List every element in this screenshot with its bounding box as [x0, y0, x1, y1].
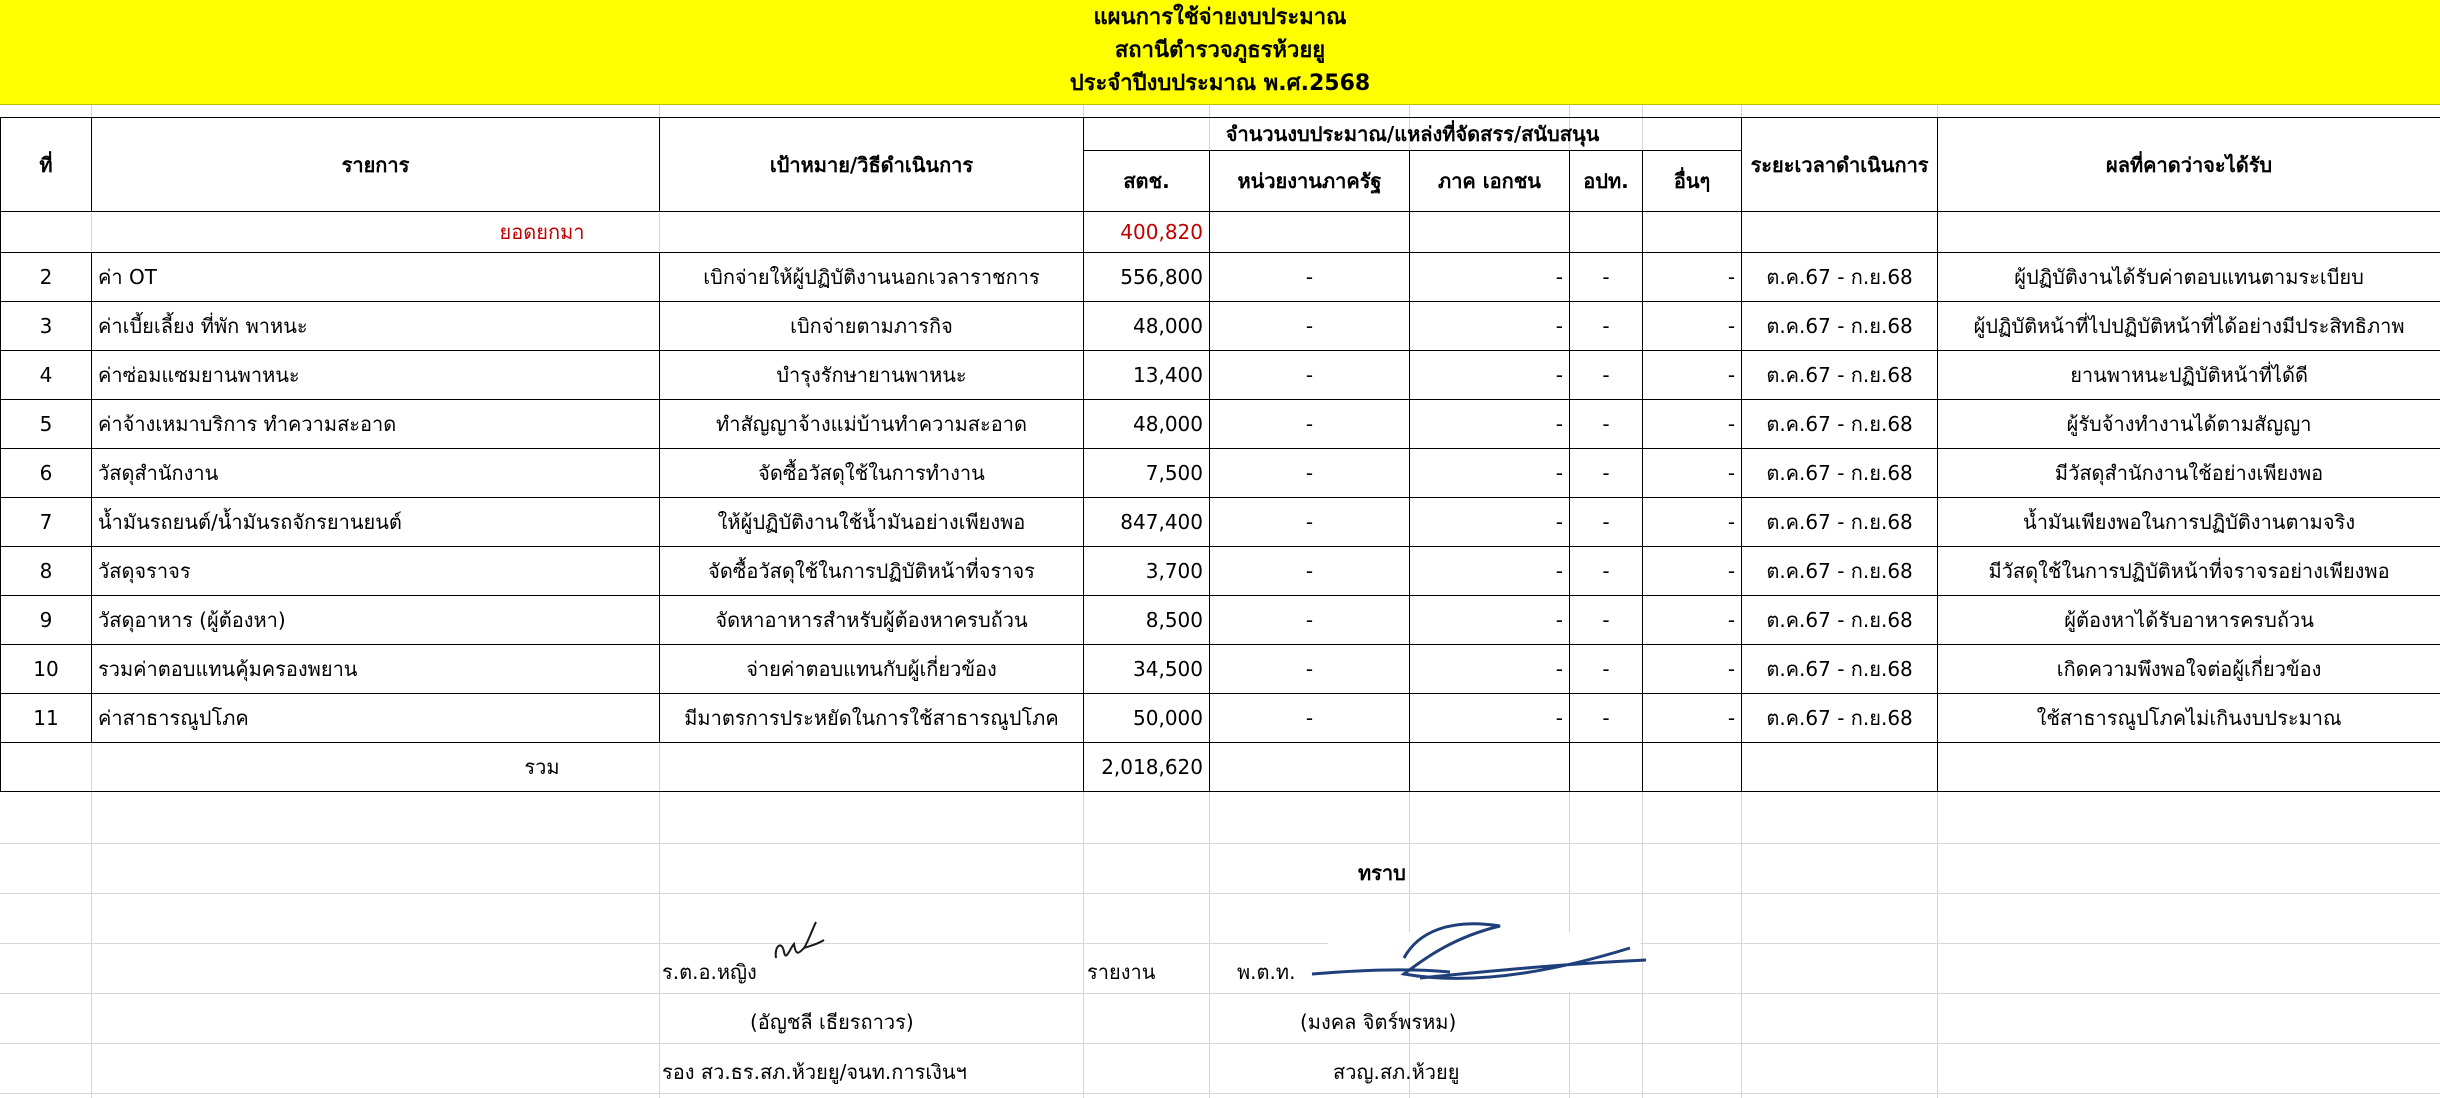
row-item: ค่าสาธารณูปโภค — [92, 694, 660, 743]
table-row — [1, 645, 2440, 694]
left-signer-position: รอง สว.ธร.สภ.ห้วยยู/จนท.การเงินฯ — [662, 1060, 967, 1084]
row-result: ผู้ปฏิบัติหน้าที่ไปปฏิบัติหน้าที่ได้อย่างมีประสิทธิภาพ — [1938, 302, 2440, 351]
row-private: - — [1410, 253, 1570, 302]
row-amount: 3,700 — [1084, 547, 1210, 596]
row-result: ผู้ปฏิบัติงานได้รับค่าตอบแทนตามระเบียบ — [1938, 253, 2440, 302]
left-signer-rank: ร.ต.อ.หญิง — [662, 960, 757, 984]
right-signature-icon — [1300, 912, 1650, 1002]
row-private: - — [1410, 645, 1570, 694]
row-lao: - — [1570, 253, 1643, 302]
row-gov: - — [1210, 547, 1410, 596]
row-gov: - — [1210, 498, 1410, 547]
row-no: 6 — [1, 449, 92, 498]
table-row — [1, 351, 2440, 400]
row-private: - — [1410, 498, 1570, 547]
empty-cell — [1410, 743, 1570, 792]
row-goal: จัดหาอาหารสำหรับผู้ต้องหาครบถ้วน — [660, 596, 1084, 645]
table-row — [1, 694, 2440, 743]
row-goal: ทำสัญญาจ้างแม่บ้านทำความสะอาด — [660, 400, 1084, 449]
row-no: 9 — [1, 596, 92, 645]
row-result: น้ำมันเพียงพอในการปฏิบัติงานตามจริง — [1938, 498, 2440, 547]
header-result: ผลที่คาดว่าจะได้รับ — [1938, 118, 2440, 212]
header-budget-group: จำนวนงบประมาณ/แหล่งที่จัดสรร/สนับสนุน — [1084, 118, 1742, 151]
header-gov: หน่วยงานภาครัฐ — [1210, 151, 1410, 212]
title-line-3: ประจำปีงบประมาณ พ.ศ.2568 — [1069, 71, 1371, 96]
row-goal: เบิกจ่ายให้ผู้ปฏิบัติงานนอกเวลาราชการ — [660, 253, 1084, 302]
acknowledge-label: ทราบ — [1358, 861, 1406, 885]
row-other: - — [1643, 449, 1742, 498]
header-private: ภาค เอกชน — [1410, 151, 1570, 212]
row-private: - — [1410, 449, 1570, 498]
row-private: - — [1410, 302, 1570, 351]
table-row — [1, 400, 2440, 449]
header-item: รายการ — [92, 118, 660, 212]
row-item: วัสดุอาหาร (ผู้ต้องหา) — [92, 596, 660, 645]
grid-line — [0, 993, 2440, 994]
row-period: ต.ค.67 - ก.ย.68 — [1742, 547, 1938, 596]
grid-line — [0, 843, 2440, 844]
row-no: 2 — [1, 253, 92, 302]
row-result: มีวัสดุใช้ในการปฏิบัติหน้าที่จราจรอย่างเพียงพอ — [1938, 547, 2440, 596]
row-no: 10 — [1, 645, 92, 694]
row-result: ผู้รับจ้างทำงานได้ตามสัญญา — [1938, 400, 2440, 449]
row-period: ต.ค.67 - ก.ย.68 — [1742, 449, 1938, 498]
row-no: 4 — [1, 351, 92, 400]
row-no: 8 — [1, 547, 92, 596]
row-gov: - — [1210, 596, 1410, 645]
right-signer-rank: พ.ต.ท. — [1237, 960, 1296, 984]
header-rtp: สตช. — [1084, 151, 1210, 212]
row-private: - — [1410, 547, 1570, 596]
row-no: 11 — [1, 694, 92, 743]
row-item: น้ำมันรถยนต์/น้ำมันรถจักรยานยนต์ — [92, 498, 660, 547]
row-private: - — [1410, 694, 1570, 743]
row-amount: 48,000 — [1084, 302, 1210, 351]
row-gov: - — [1210, 449, 1410, 498]
header-period: ระยะเวลาดำเนินการ — [1742, 118, 1938, 212]
row-lao: - — [1570, 596, 1643, 645]
row-amount: 48,000 — [1084, 400, 1210, 449]
grid-line — [0, 1043, 2440, 1044]
row-gov: - — [1210, 351, 1410, 400]
budget-plan-table — [0, 117, 2440, 792]
grid-line — [0, 893, 2440, 894]
row-no: 7 — [1, 498, 92, 547]
left-signature-icon — [770, 918, 830, 974]
grid-line — [0, 1093, 2440, 1094]
row-other: - — [1643, 645, 1742, 694]
empty-cell — [1643, 212, 1742, 253]
right-signer-name: (มงคล จิตร์พรหม) — [1300, 1010, 1457, 1034]
row-period: ต.ค.67 - ก.ย.68 — [1742, 400, 1938, 449]
row-period: ต.ค.67 - ก.ย.68 — [1742, 351, 1938, 400]
title-line-1: แผนการใช้จ่ายงบประมาณ — [1093, 5, 1347, 30]
row-goal: ให้ผู้ปฏิบัติงานใช้น้ำมันอย่างเพียงพอ — [660, 498, 1084, 547]
row-other: - — [1643, 302, 1742, 351]
empty-cell — [1643, 743, 1742, 792]
row-period: ต.ค.67 - ก.ย.68 — [1742, 596, 1938, 645]
row-private: - — [1410, 596, 1570, 645]
row-other: - — [1643, 547, 1742, 596]
row-gov: - — [1210, 253, 1410, 302]
row-lao: - — [1570, 302, 1643, 351]
empty-cell — [1938, 212, 2440, 253]
row-goal: บำรุงรักษายานพาหนะ — [660, 351, 1084, 400]
row-period: ต.ค.67 - ก.ย.68 — [1742, 253, 1938, 302]
row-private: - — [1410, 351, 1570, 400]
table-row — [1, 547, 2440, 596]
empty-cell — [1938, 743, 2440, 792]
row-other: - — [1643, 596, 1742, 645]
row-period: ต.ค.67 - ก.ย.68 — [1742, 302, 1938, 351]
row-gov: - — [1210, 645, 1410, 694]
row-lao: - — [1570, 449, 1643, 498]
row-period: ต.ค.67 - ก.ย.68 — [1742, 645, 1938, 694]
row-goal: จ่ายค่าตอบแทนกับผู้เกี่ยวข้อง — [660, 645, 1084, 694]
row-result: มีวัสดุสำนักงานใช้อย่างเพียงพอ — [1938, 449, 2440, 498]
table-row — [1, 596, 2440, 645]
row-goal: มีมาตรการประหยัดในการใช้สาธารณูปโภค — [660, 694, 1084, 743]
table-row — [1, 498, 2440, 547]
carry-forward-amount: 400,820 — [1084, 212, 1210, 253]
table-row — [1, 449, 2440, 498]
carry-forward-row — [1, 212, 2440, 253]
row-no: 3 — [1, 302, 92, 351]
row-item: วัสดุสำนักงาน — [92, 449, 660, 498]
header-no: ที่ — [1, 118, 92, 212]
empty-cell — [1742, 743, 1938, 792]
row-amount: 847,400 — [1084, 498, 1210, 547]
row-lao: - — [1570, 547, 1643, 596]
row-result: ใช้สาธารณูปโภคไม่เกินงบประมาณ — [1938, 694, 2440, 743]
row-period: ต.ค.67 - ก.ย.68 — [1742, 694, 1938, 743]
row-gov: - — [1210, 302, 1410, 351]
row-gov: - — [1210, 694, 1410, 743]
row-amount: 556,800 — [1084, 253, 1210, 302]
row-lao: - — [1570, 645, 1643, 694]
carry-forward-label: ยอดยกมา — [1, 212, 1084, 253]
title-line-2: สถานีตำรวจภูธรห้วยยู — [1114, 38, 1326, 63]
empty-cell — [1210, 212, 1410, 253]
total-row — [1, 743, 2440, 792]
empty-cell — [1570, 212, 1643, 253]
row-item: ค่าซ่อมแซมยานพาหนะ — [92, 351, 660, 400]
row-goal: จัดซื้อวัสดุใช้ในการปฏิบัติหน้าที่จราจร — [660, 547, 1084, 596]
row-amount: 8,500 — [1084, 596, 1210, 645]
right-signer-position: สวญ.สภ.ห้วยยู — [1333, 1060, 1460, 1084]
row-gov: - — [1210, 400, 1410, 449]
row-lao: - — [1570, 694, 1643, 743]
row-item: ค่าจ้างเหมาบริการ ทำความสะอาด — [92, 400, 660, 449]
left-signer-name: (อัญชลี เธียรถาวร) — [750, 1010, 914, 1034]
title-band — [0, 0, 2440, 105]
empty-cell — [1742, 212, 1938, 253]
row-result: ผู้ต้องหาได้รับอาหารครบถ้วน — [1938, 596, 2440, 645]
header-other: อื่นๆ — [1643, 151, 1742, 212]
report-label: รายงาน — [1087, 960, 1156, 984]
row-other: - — [1643, 253, 1742, 302]
header-goal: เป้าหมาย/วิธีดำเนินการ — [660, 118, 1084, 212]
row-result: ยานพาหนะปฏิบัติหน้าที่ได้ดี — [1938, 351, 2440, 400]
row-result: เกิดความพึงพอใจต่อผู้เกี่ยวข้อง — [1938, 645, 2440, 694]
empty-cell — [1570, 743, 1643, 792]
row-lao: - — [1570, 351, 1643, 400]
row-other: - — [1643, 351, 1742, 400]
row-item: ค่าเบี้ยเลี้ยง ที่พัก พาหนะ — [92, 302, 660, 351]
empty-cell — [1210, 743, 1410, 792]
row-amount: 7,500 — [1084, 449, 1210, 498]
row-other: - — [1643, 498, 1742, 547]
row-lao: - — [1570, 400, 1643, 449]
total-amount: 2,018,620 — [1084, 743, 1210, 792]
empty-cell — [1410, 212, 1570, 253]
table-row — [1, 302, 2440, 351]
row-period: ต.ค.67 - ก.ย.68 — [1742, 498, 1938, 547]
row-other: - — [1643, 694, 1742, 743]
row-lao: - — [1570, 498, 1643, 547]
row-goal: จัดซื้อวัสดุใช้ในการทำงาน — [660, 449, 1084, 498]
row-no: 5 — [1, 400, 92, 449]
row-private: - — [1410, 400, 1570, 449]
row-amount: 13,400 — [1084, 351, 1210, 400]
row-goal: เบิกจ่ายตามภารกิจ — [660, 302, 1084, 351]
row-item: ค่า OT — [92, 253, 660, 302]
grid-line — [0, 943, 2440, 944]
header-lao: อปท. — [1570, 151, 1643, 212]
row-item: รวมค่าตอบแทนคุ้มครองพยาน — [92, 645, 660, 694]
row-item: วัสดุจราจร — [92, 547, 660, 596]
row-other: - — [1643, 400, 1742, 449]
table-row — [1, 253, 2440, 302]
row-amount: 50,000 — [1084, 694, 1210, 743]
total-label: รวม — [1, 743, 1084, 792]
row-amount: 34,500 — [1084, 645, 1210, 694]
